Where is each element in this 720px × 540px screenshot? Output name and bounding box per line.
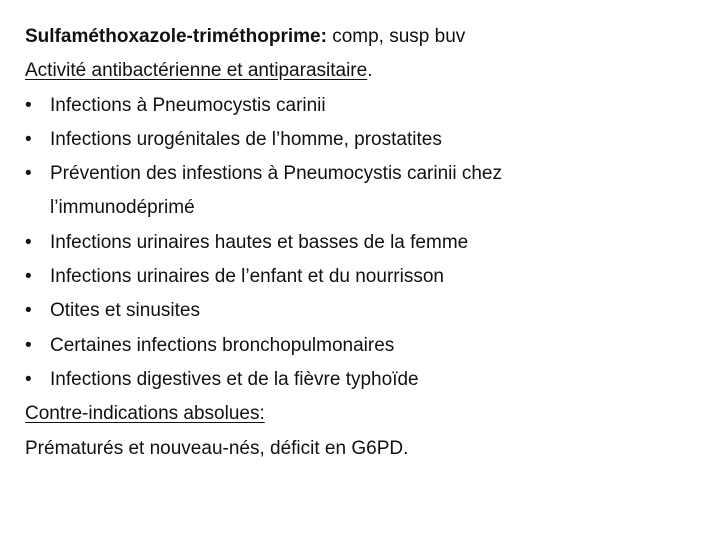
activity-suffix: . <box>367 60 373 82</box>
list-item <box>25 157 705 226</box>
list-item-text: Infections à Pneumocystis carinii <box>50 94 326 116</box>
slide-content <box>25 20 705 466</box>
bullet-icon: • <box>25 163 32 185</box>
drug-title-line <box>25 20 705 54</box>
bullet-icon: • <box>25 128 32 150</box>
list-item-text: Infections urinaires de l’enfant et du nourrisson <box>50 266 444 288</box>
activity-line <box>25 54 705 88</box>
bullet-icon: • <box>25 334 32 356</box>
bullet-icon: • <box>25 94 32 116</box>
activity-heading: Activité antibactérienne et antiparasitaire <box>25 60 368 82</box>
list-item <box>25 226 705 260</box>
bullet-icon: • <box>25 300 32 322</box>
bullet-icon: • <box>25 266 32 288</box>
list-item <box>25 329 705 363</box>
contraindications-text: Prématurés et nouveau-nés, déficit en G6PD. <box>25 437 409 459</box>
bullet-icon: • <box>25 231 32 253</box>
drug-forms: comp, susp buv <box>326 26 466 47</box>
bullet-icon: • <box>25 368 32 390</box>
contraindications-heading: Contre-indications absolues: <box>25 403 265 425</box>
list-item-text: Infections urinaires hautes et basses de la femme <box>50 231 469 253</box>
list-item-text: Otites et sinusites <box>50 300 200 322</box>
list-item <box>25 89 705 123</box>
list-item <box>25 294 705 328</box>
list-item-text: Infections urogénitales de l’homme, prostatites <box>50 128 442 150</box>
list-item <box>25 260 705 294</box>
contraindications-text-line <box>25 432 705 466</box>
list-item <box>25 123 705 157</box>
contraindications-line <box>25 397 705 431</box>
list-item-text: Infections digestives et de la fièvre typhoïde <box>50 368 419 390</box>
drug-name: Sulfaméthoxazole-triméthoprime: <box>25 26 327 47</box>
indications-list <box>25 89 705 398</box>
list-item <box>25 363 705 397</box>
list-item-text: Prévention des infestions à Pneumocystis carinii chez l’immunodéprimé <box>50 163 503 219</box>
list-item-text: Certaines infections bronchopulmonaires <box>50 334 395 356</box>
